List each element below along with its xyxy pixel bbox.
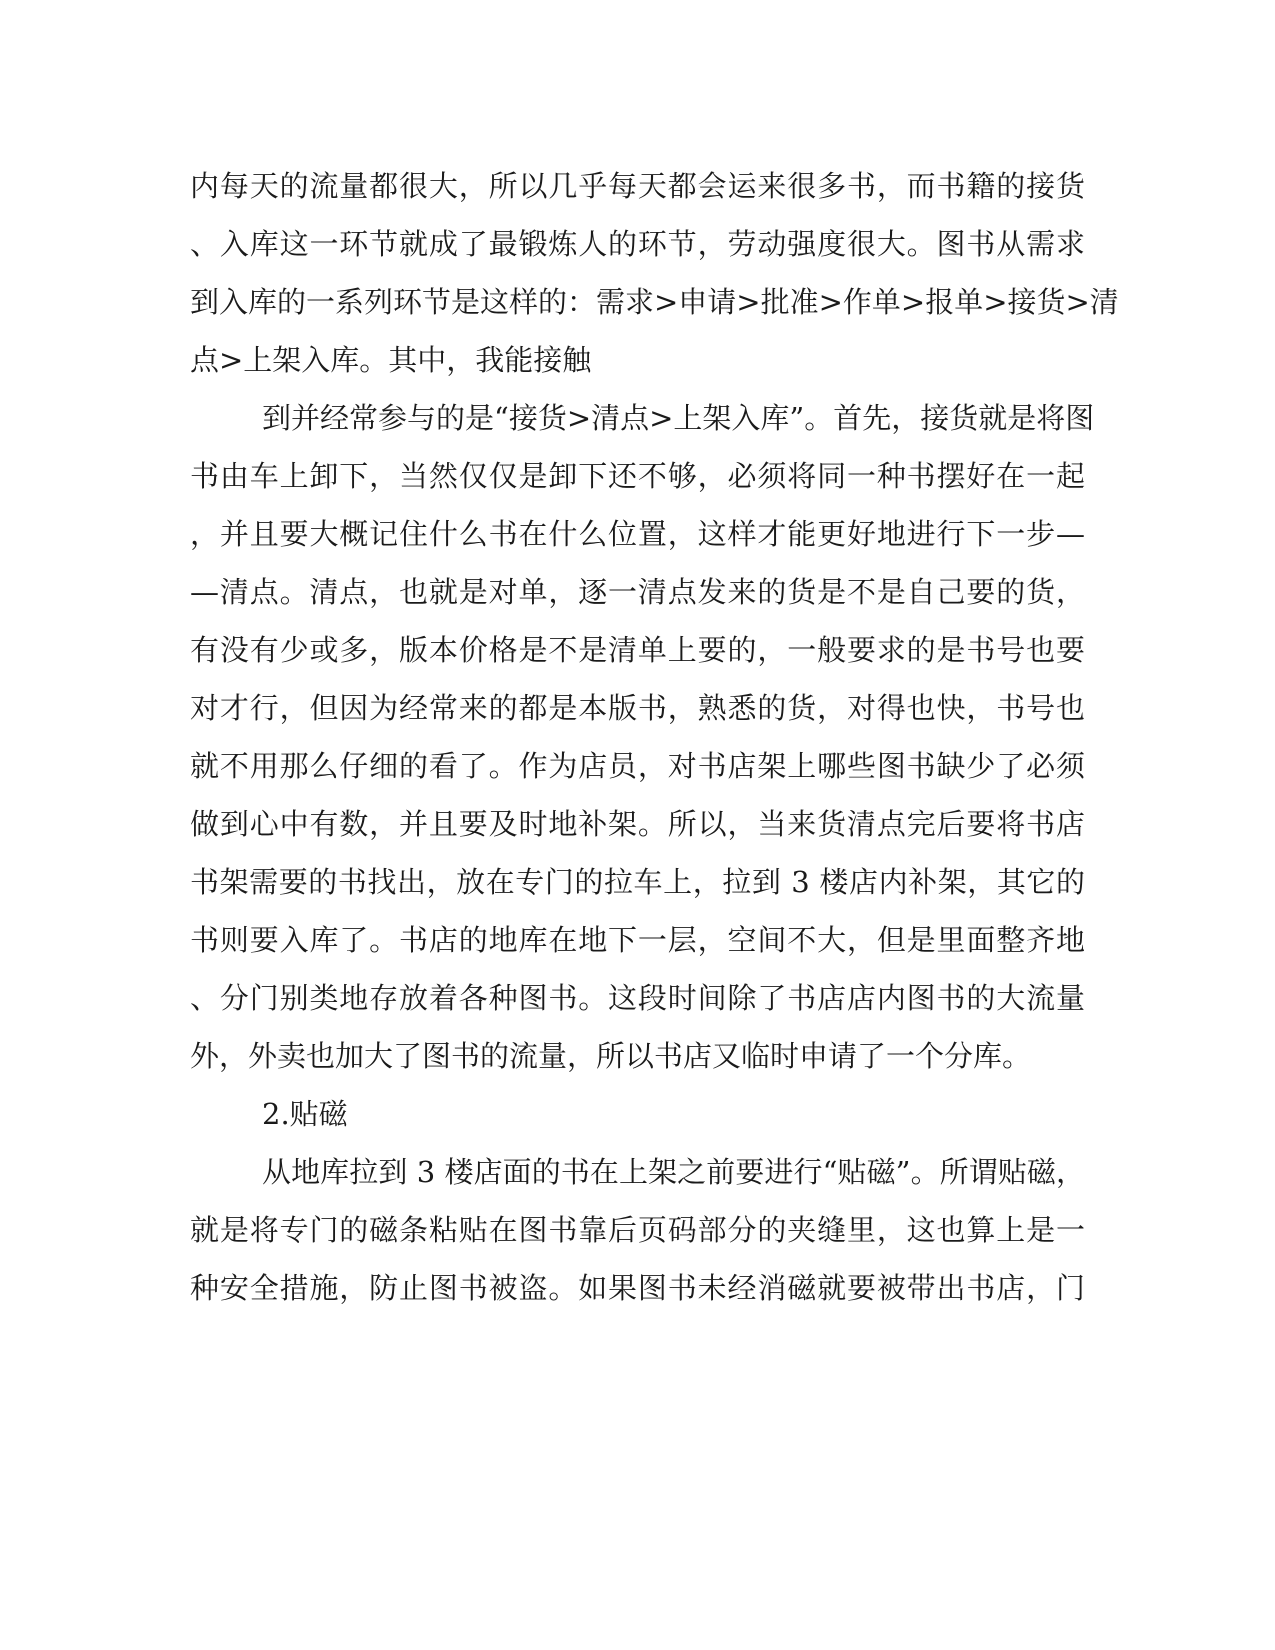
paragraph-line: ，并且要大概记住什么书在什么位置，这样才能更好地进行下一步— — [190, 517, 1085, 551]
paragraph-line: —清点。清点，也就是对单，逐一清点发来的货是不是自己要的货， — [190, 575, 1085, 609]
paragraph-line: 就不用那么仔细的看了。作为店员，对书店架上哪些图书缺少了必须 — [190, 749, 1085, 783]
paragraph-line: 、分门别类地存放着各种图书。这段时间除了书店店内图书的大流量 — [190, 981, 1085, 1015]
paragraph-line: 到并经常参与的是“接货>清点>上架入库”。首先，接货就是将图 — [262, 401, 1095, 435]
paragraph-line: 就是将专门的磁条粘贴在图书靠后页码部分的夹缝里，这也算上是一 — [190, 1213, 1085, 1247]
paragraph-line: 书则要入库了。书店的地库在地下一层，空间不大，但是里面整齐地 — [190, 923, 1085, 957]
paragraph-line: 到入库的一系列环节是这样的：需求>申请>批准>作单>报单>接货>清 — [190, 285, 1119, 319]
paragraph-line: 从地库拉到 3 楼店面的书在上架之前要进行“贴磁”。所谓贴磁， — [262, 1155, 1085, 1189]
paragraph-line: 有没有少或多，版本价格是不是清单上要的，一般要求的是书号也要 — [190, 633, 1085, 667]
section-heading: 2.贴磁 — [262, 1097, 348, 1131]
paragraph-line: 书架需要的书找出，放在专门的拉车上，拉到 3 楼店内补架，其它的 — [190, 865, 1085, 899]
paragraph-line: 做到心中有数，并且要及时地补架。所以，当来货清点完后要将书店 — [190, 807, 1085, 841]
paragraph-line: 内每天的流量都很大，所以几乎每天都会运来很多书，而书籍的接货 — [190, 169, 1085, 203]
paragraph-line: 点>上架入库。其中，我能接触 — [190, 343, 592, 377]
paragraph-line: 外，外卖也加大了图书的流量，所以书店又临时申请了一个分库。 — [190, 1039, 1032, 1073]
paragraph-line: 、入库这一环节就成了最锻炼人的环节，劳动强度很大。图书从需求 — [190, 227, 1085, 261]
paragraph-line: 书由车上卸下，当然仅仅是卸下还不够，必须将同一种书摆好在一起 — [190, 459, 1085, 493]
paragraph-line: 种安全措施，防止图书被盗。如果图书未经消磁就要被带出书店，门 — [190, 1271, 1085, 1305]
paragraph-line: 对才行，但因为经常来的都是本版书，熟悉的货，对得也快，书号也 — [190, 691, 1085, 725]
